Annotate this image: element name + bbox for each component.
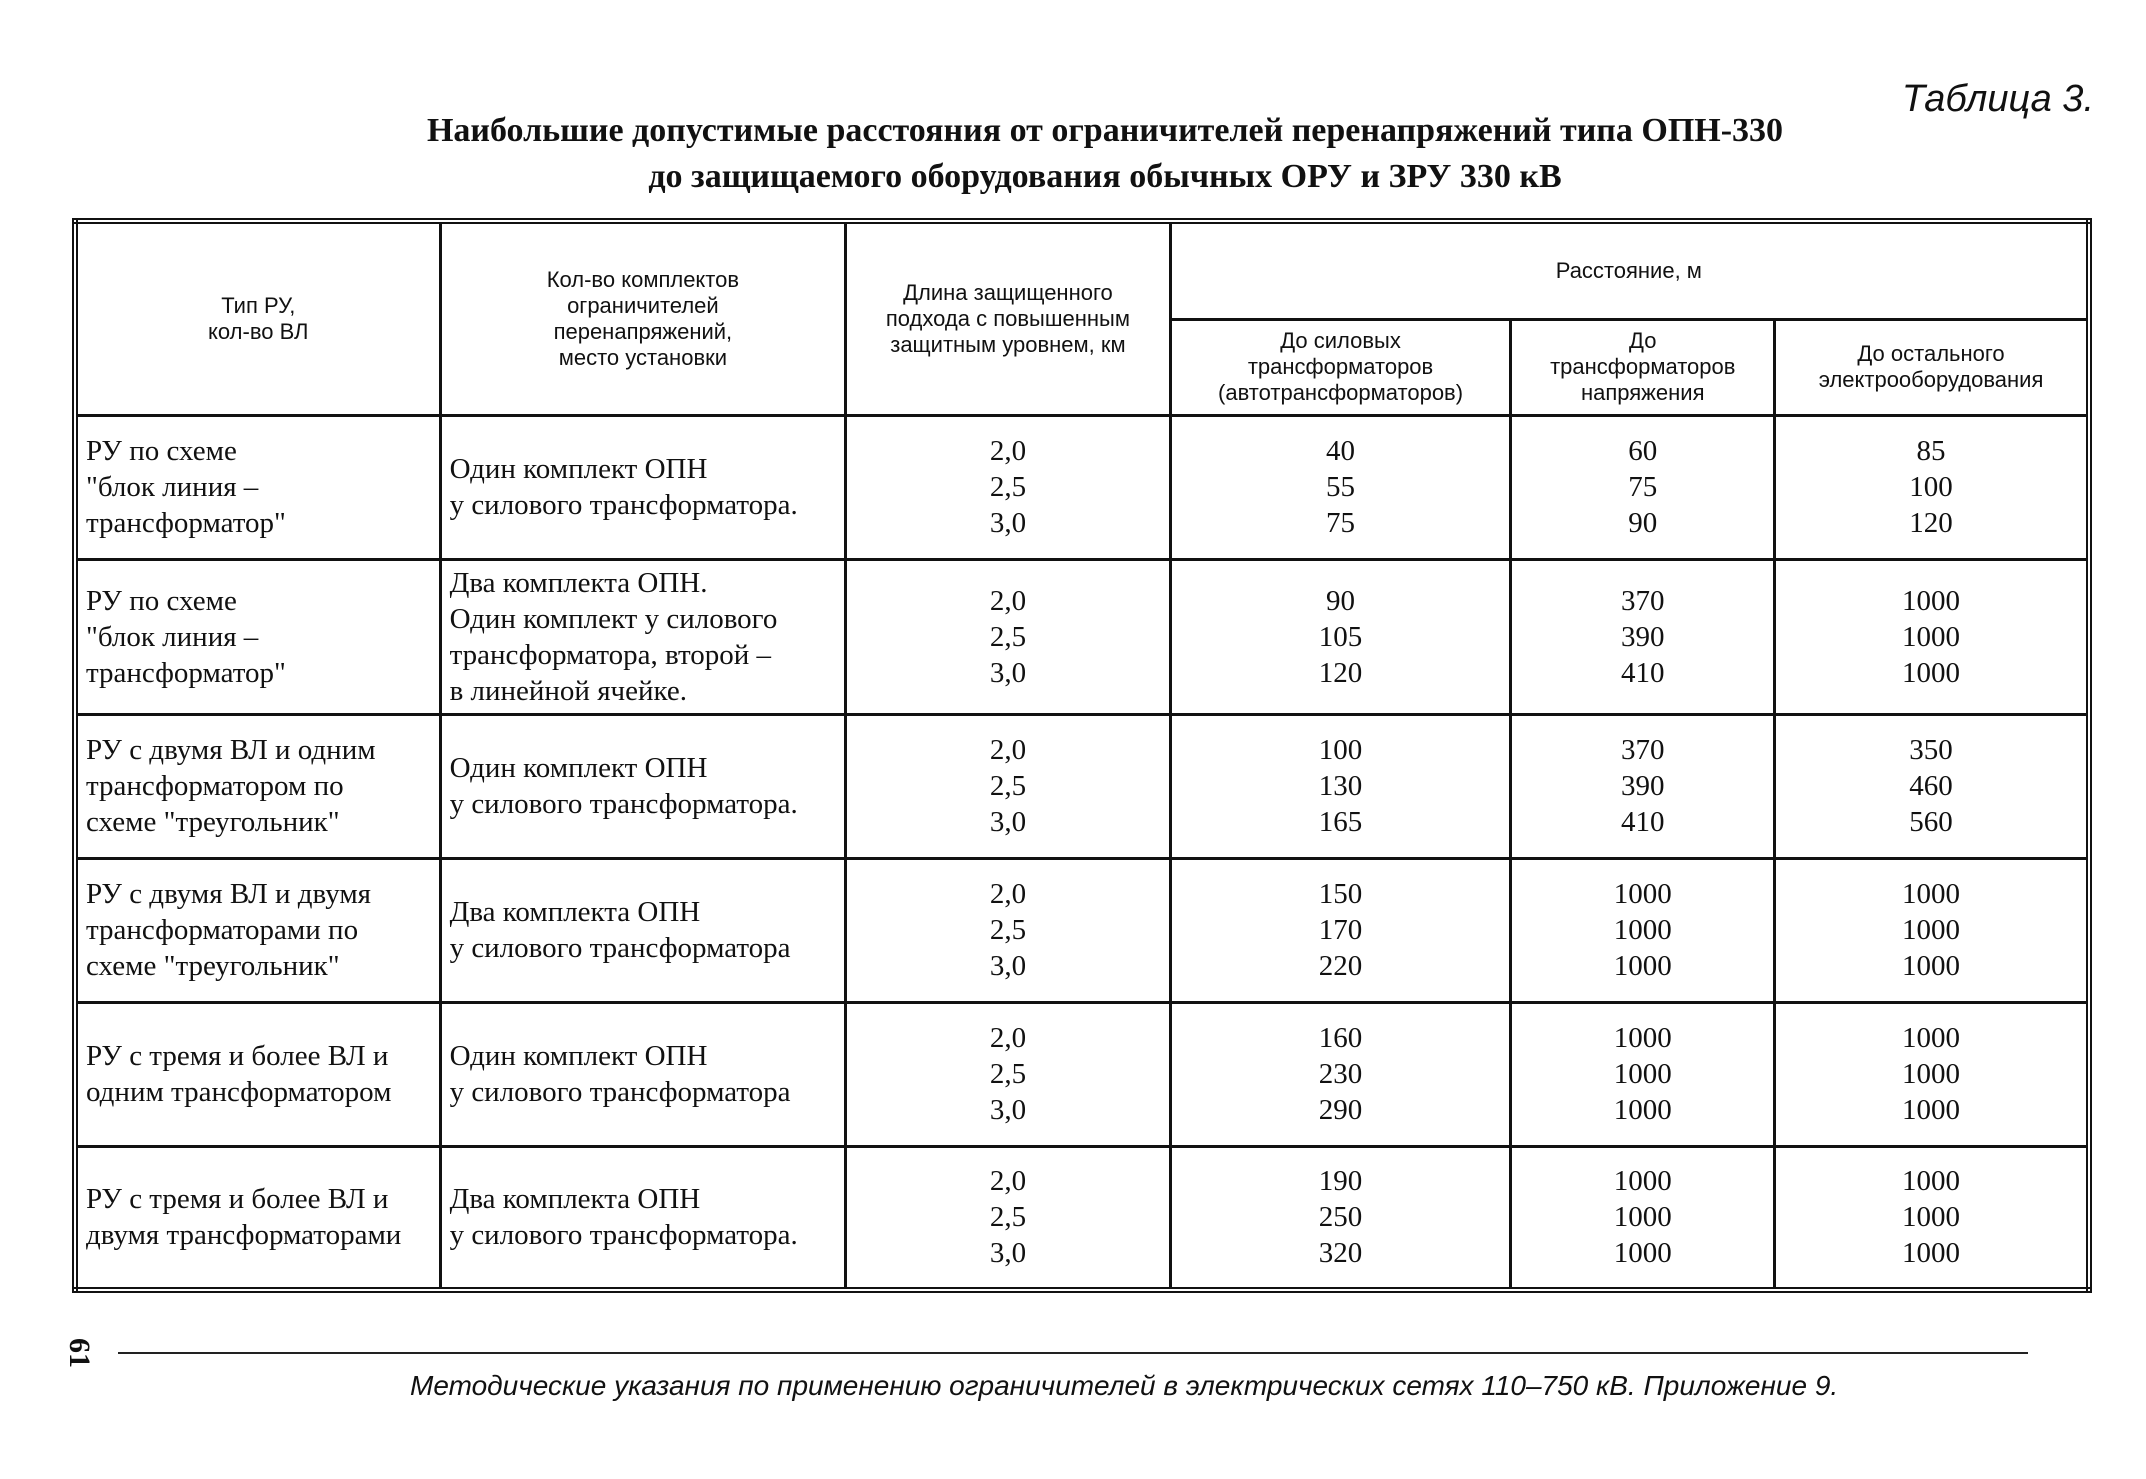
cell-voltage-transformers	[1511, 1002, 1775, 1146]
text-line: (автотрансформаторов)	[1218, 380, 1464, 405]
text-line: 1000	[1613, 1022, 1672, 1054]
text-line: кол-во ВЛ	[208, 318, 309, 344]
cell-lengths	[846, 714, 1171, 858]
text-line: РУ с двумя ВЛ и одним	[86, 734, 376, 766]
text-line: ограничителей	[567, 292, 719, 318]
text-line: 1000	[1613, 878, 1672, 910]
cell-other-equipment	[1775, 1146, 2089, 1290]
text-line: 3,0	[989, 1237, 1027, 1270]
text-line: Два комплекта ОПН	[449, 1183, 701, 1216]
text-line: 230	[1318, 1058, 1363, 1090]
table-row	[75, 1002, 2089, 1146]
text-line: трансформаторами по	[86, 914, 359, 946]
page-number: 61	[63, 1338, 96, 1368]
text-line: 60	[1628, 435, 1658, 467]
text-line: 1000	[1613, 950, 1672, 982]
text-line: 3,0	[989, 1094, 1027, 1126]
text-line: РУ по схеме	[86, 584, 237, 617]
cell-kits	[440, 714, 846, 858]
text-line: 1000	[1613, 1201, 1672, 1234]
text-line: "блок линия –	[86, 471, 259, 503]
cell-type	[75, 559, 440, 714]
text-line: 2,0	[989, 435, 1027, 467]
cell-type	[75, 415, 440, 559]
header-kits	[440, 221, 846, 415]
cell-lengths	[846, 858, 1171, 1002]
cell-voltage-transformers	[1511, 858, 1775, 1002]
text-line: 1000	[1613, 1058, 1672, 1090]
cell-lengths	[846, 1146, 1171, 1290]
text-line: 320	[1318, 1237, 1363, 1270]
cell-kits	[440, 1146, 846, 1290]
title-line-2: до защищаемого оборудования обычных ОРУ и ЗРУ 330 кВ	[648, 158, 1562, 195]
text-line: в линейной ячейке.	[449, 674, 687, 707]
text-line: Кол-во комплектов	[546, 266, 740, 292]
text-line: Два комплекта ОПН.	[449, 566, 708, 599]
text-line: До	[1629, 328, 1657, 353]
text-line: РУ с двумя ВЛ и двумя	[86, 878, 372, 910]
cell-kits	[440, 415, 846, 559]
text-line: 1000	[1613, 1094, 1672, 1126]
text-line: 1000	[1902, 1094, 1961, 1126]
text-line: 100	[1909, 471, 1953, 503]
text-line: 1000	[1902, 620, 1961, 653]
text-line: трансформаторов	[1550, 354, 1736, 379]
text-line: место установки	[558, 344, 728, 370]
text-line: РУ по схеме	[86, 435, 237, 467]
cell-kits	[440, 559, 846, 714]
text-line: 1000	[1902, 1237, 1961, 1270]
text-line: 410	[1621, 806, 1665, 838]
text-line: 2,0	[989, 584, 1027, 617]
text-line: 390	[1621, 620, 1665, 653]
cell-type	[75, 714, 440, 858]
text-line: 90	[1326, 584, 1356, 617]
text-line: трансформатор"	[86, 507, 286, 539]
text-line: у силового трансформатора.	[449, 1219, 798, 1252]
text-line: 3,0	[989, 507, 1027, 539]
cell-voltage-transformers	[1511, 1146, 1775, 1290]
text-line: 2,5	[989, 770, 1027, 802]
text-line: трансформаторов	[1247, 354, 1434, 379]
cell-other-equipment	[1775, 858, 2089, 1002]
text-line: трансформатора, второй –	[449, 638, 772, 671]
text-line: РУ с тремя и более ВЛ и	[86, 1040, 389, 1072]
text-line: 2,5	[989, 1058, 1027, 1090]
text-line: 120	[1909, 507, 1953, 539]
text-line: у силового трансформатора.	[449, 489, 798, 521]
text-line: 90	[1628, 507, 1658, 539]
cell-power-transformers	[1170, 415, 1511, 559]
text-line: 220	[1318, 950, 1363, 982]
text-line: Два комплекта ОПН	[449, 896, 701, 928]
footer-text: Методические указания по применению ограничителей в электрических сетях 110–750 кВ. Приложение 9.	[410, 1370, 1839, 1401]
text-line: 1000	[1613, 914, 1672, 946]
text-line: защитным уровнем, км	[890, 331, 1126, 357]
table-row	[75, 415, 2089, 559]
text-line: 120	[1318, 656, 1363, 689]
text-line: 1000	[1902, 656, 1961, 689]
text-line: РУ с тремя и более ВЛ и	[86, 1183, 389, 1216]
text-line: 250	[1318, 1201, 1363, 1234]
text-line: "блок линия –	[86, 620, 259, 653]
text-line: 1000	[1902, 584, 1961, 617]
cell-power-transformers	[1170, 714, 1511, 858]
text-line: Один комплект у силового	[449, 602, 778, 635]
text-line: 1000	[1902, 1058, 1961, 1090]
header-length	[846, 221, 1171, 415]
text-line: 150	[1318, 878, 1363, 910]
table-row	[75, 858, 2089, 1002]
text-line: 1000	[1902, 1022, 1961, 1054]
text-line: 370	[1621, 734, 1665, 766]
text-line: 2,0	[989, 1022, 1027, 1054]
text-line: схеме "треугольник"	[86, 950, 340, 982]
text-line: 2,0	[989, 1165, 1027, 1198]
cell-kits	[440, 1002, 846, 1146]
header-type	[75, 221, 440, 415]
text-line: 130	[1318, 770, 1363, 802]
text-line: 2,5	[989, 471, 1027, 503]
text-line: двумя трансформаторами	[86, 1219, 402, 1252]
text-line: 1000	[1902, 1201, 1961, 1234]
text-line: Один комплект ОПН	[449, 752, 708, 784]
cell-power-transformers	[1170, 559, 1511, 714]
cell-type	[75, 1146, 440, 1290]
text-line: 2,5	[989, 620, 1027, 653]
text-line: До остального	[1857, 341, 2005, 366]
cell-other-equipment	[1775, 415, 2089, 559]
text-line: схеме "треугольник"	[86, 806, 340, 838]
text-line: 560	[1909, 806, 1953, 838]
text-line: 3,0	[989, 950, 1027, 982]
text-line: 2,5	[989, 1201, 1027, 1234]
text-line: Длина защищенного	[903, 279, 1113, 305]
text-line: 350	[1909, 734, 1953, 766]
header-other-equipment	[1775, 319, 2089, 415]
header-power-transformers	[1170, 319, 1511, 415]
text-line: 390	[1621, 770, 1665, 802]
header-distance: Расстояние, м	[1170, 221, 2089, 319]
header-voltage-transformers	[1511, 319, 1775, 415]
text-line: электрооборудования	[1818, 367, 2044, 392]
text-line: у силового трансформатора.	[449, 788, 798, 820]
text-line: 85	[1916, 435, 1946, 467]
text-line: 1000	[1902, 914, 1961, 946]
table-body	[75, 415, 2089, 1290]
text-line: 160	[1318, 1022, 1363, 1054]
cell-voltage-transformers	[1511, 714, 1775, 858]
cell-kits	[440, 858, 846, 1002]
text-line: одним трансформатором	[86, 1076, 392, 1108]
text-line: трансформатор"	[86, 656, 286, 689]
text-line: 3,0	[989, 806, 1027, 838]
text-line: напряжения	[1580, 380, 1705, 405]
text-line: 290	[1318, 1094, 1363, 1126]
text-line: 190	[1318, 1165, 1363, 1198]
text-line: 3,0	[989, 656, 1027, 689]
text-line: Один комплект ОПН	[449, 1040, 708, 1072]
text-line: 460	[1909, 770, 1953, 802]
text-line: 165	[1318, 806, 1363, 838]
text-line: у силового трансформатора	[449, 1076, 791, 1108]
text-line: 170	[1318, 914, 1363, 946]
cell-voltage-transformers	[1511, 559, 1775, 714]
text-line: 410	[1621, 656, 1665, 689]
cell-lengths	[846, 415, 1171, 559]
table-row	[75, 559, 2089, 714]
table-row	[75, 714, 2089, 858]
text-line: Тип РУ,	[221, 292, 296, 318]
cell-other-equipment	[1775, 1002, 2089, 1146]
text-line: 2,5	[989, 914, 1027, 946]
cell-voltage-transformers	[1511, 415, 1775, 559]
text-line: До силовых	[1280, 328, 1401, 353]
text-line: 75	[1326, 507, 1356, 539]
cell-other-equipment	[1775, 559, 2089, 714]
table-label: Таблица 3.	[1901, 78, 2094, 120]
cell-other-equipment	[1775, 714, 2089, 858]
text-line: 2,0	[989, 734, 1027, 766]
cell-power-transformers	[1170, 1002, 1511, 1146]
text-line: перенапряжений,	[553, 318, 733, 344]
text-line: 40	[1326, 435, 1356, 467]
distances-table	[72, 218, 2092, 1293]
text-line: 1000	[1902, 878, 1961, 910]
text-line: 105	[1318, 620, 1363, 653]
text-line: 1000	[1902, 1165, 1961, 1198]
text-line: 1000	[1613, 1237, 1672, 1270]
text-line: 1000	[1902, 950, 1961, 982]
text-line: 1000	[1613, 1165, 1672, 1198]
text-line: подхода с повышенным	[885, 305, 1130, 331]
text-line: трансформатором по	[86, 770, 344, 802]
footer-divider	[118, 1352, 2028, 1354]
title-line-1: Наибольшие допустимые расстояния от ограничителей перенапряжений типа ОПН-330	[426, 112, 1784, 149]
cell-power-transformers	[1170, 858, 1511, 1002]
text-line: у силового трансформатора	[449, 932, 791, 964]
table-row	[75, 1146, 2089, 1290]
text-line: 100	[1318, 734, 1363, 766]
text-line: Один комплект ОПН	[449, 453, 708, 485]
text-line: 55	[1326, 471, 1356, 503]
text-line: 2,0	[989, 878, 1027, 910]
table-title	[380, 108, 1830, 200]
text-line: 75	[1628, 471, 1658, 503]
cell-lengths	[846, 559, 1171, 714]
cell-lengths	[846, 1002, 1171, 1146]
cell-power-transformers	[1170, 1146, 1511, 1290]
cell-type	[75, 858, 440, 1002]
cell-type	[75, 1002, 440, 1146]
text-line: 370	[1621, 584, 1665, 617]
